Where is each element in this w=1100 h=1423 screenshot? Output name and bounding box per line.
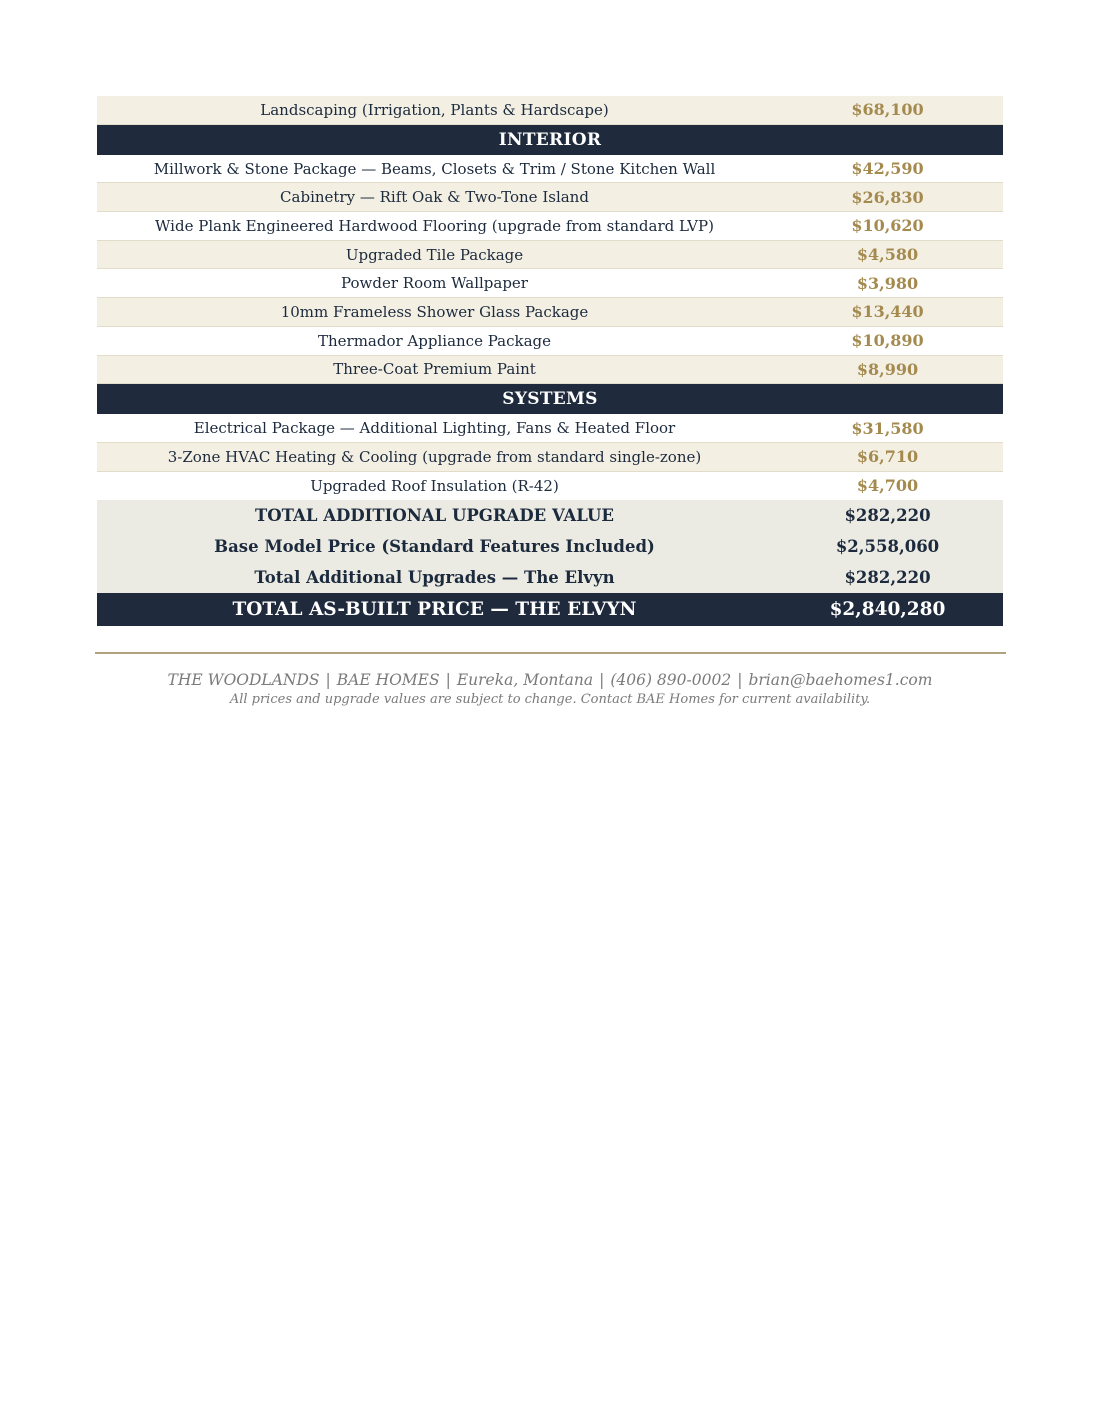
item-price: $6,710: [856, 447, 919, 467]
item-price: $42,590: [851, 159, 924, 179]
item-label: Thermador Appliance Package: [317, 331, 551, 350]
summary-value: $2,558,060: [835, 537, 940, 557]
summary-value: $282,220: [844, 568, 931, 588]
footer-phone: (406) 890-0002: [610, 671, 732, 689]
table-row: [97, 96, 1003, 125]
footer-disclaimer: All prices and upgrade values are subject to change. Contact BAE Homes for current availability.: [229, 692, 871, 707]
item-label: 3-Zone HVAC Heating & Cooling (upgrade from standard single-zone): [167, 447, 702, 466]
table-row: [97, 155, 1003, 184]
item-price: $26,830: [851, 187, 924, 207]
grand-total-row: [97, 593, 1003, 626]
table-row: [97, 414, 1003, 443]
item-label: Powder Room Wallpaper: [341, 274, 528, 293]
item-price: $3,980: [856, 273, 919, 293]
item-label: 10mm Frameless Shower Glass Package: [280, 302, 589, 321]
footer-separator: |: [325, 671, 331, 689]
item-label: Wide Plank Engineered Hardwood Flooring (upgrade from standard LVP): [155, 216, 714, 235]
item-label: Cabinetry — Rift Oak & Two-Tone Island: [280, 188, 589, 207]
summary-block: [97, 500, 1003, 593]
grand-total-label: TOTAL AS-BUILT PRICE — THE ELVYN: [232, 599, 637, 621]
table-row: [97, 443, 1003, 472]
section-header-systems: SYSTEMS: [97, 384, 1003, 414]
footer-company: BAE HOMES: [336, 671, 440, 689]
item-price: $31,580: [851, 418, 924, 438]
table-row: [97, 183, 1003, 212]
table-row: [97, 356, 1003, 385]
section-header-interior: INTERIOR: [97, 125, 1003, 155]
table-row: [97, 241, 1003, 270]
summary-label: Total Additional Upgrades — The Elvyn: [254, 568, 615, 588]
summary-row: [97, 562, 1003, 593]
footer-contact: [0, 671, 1100, 689]
footer-separator: |: [737, 671, 743, 689]
item-price: $68,100: [851, 100, 924, 120]
item-label: Three-Coat Premium Paint: [333, 360, 536, 379]
footer-separator: |: [599, 671, 605, 689]
footer-email: brian@baehomes1.com: [748, 671, 933, 689]
summary-label: TOTAL ADDITIONAL UPGRADE VALUE: [255, 506, 614, 526]
item-price: $10,620: [851, 216, 924, 236]
table-row: [97, 472, 1003, 501]
footer-divider: [95, 652, 1006, 654]
item-price: $4,580: [856, 245, 919, 265]
summary-row: [97, 500, 1003, 531]
footer-location: Eureka, Montana: [456, 671, 594, 689]
item-label: Upgraded Roof Insulation (R-42): [310, 476, 559, 495]
footer-community: THE WOODLANDS: [167, 671, 320, 689]
grand-total-value: $2,840,280: [829, 599, 946, 621]
item-price: $10,890: [851, 331, 924, 351]
table-row: [97, 212, 1003, 241]
item-label: Landscaping (Irrigation, Plants & Hardscape): [260, 100, 609, 119]
item-price: $4,700: [856, 476, 919, 496]
table-row: [97, 269, 1003, 298]
footer-separator: |: [445, 671, 451, 689]
table-row: [97, 298, 1003, 327]
summary-value: $282,220: [844, 506, 931, 526]
item-label: Millwork & Stone Package — Beams, Closets & Trim / Stone Kitchen Wall: [153, 159, 716, 178]
table-row: [97, 327, 1003, 356]
item-label: Upgraded Tile Package: [345, 245, 524, 264]
pricing-table: [97, 96, 1003, 626]
item-label: Electrical Package — Additional Lighting, Fans & Heated Floor: [193, 419, 676, 438]
summary-row: [97, 531, 1003, 562]
summary-label: Base Model Price (Standard Features Included): [214, 537, 655, 557]
item-price: $13,440: [851, 302, 924, 322]
item-price: $8,990: [856, 359, 919, 379]
